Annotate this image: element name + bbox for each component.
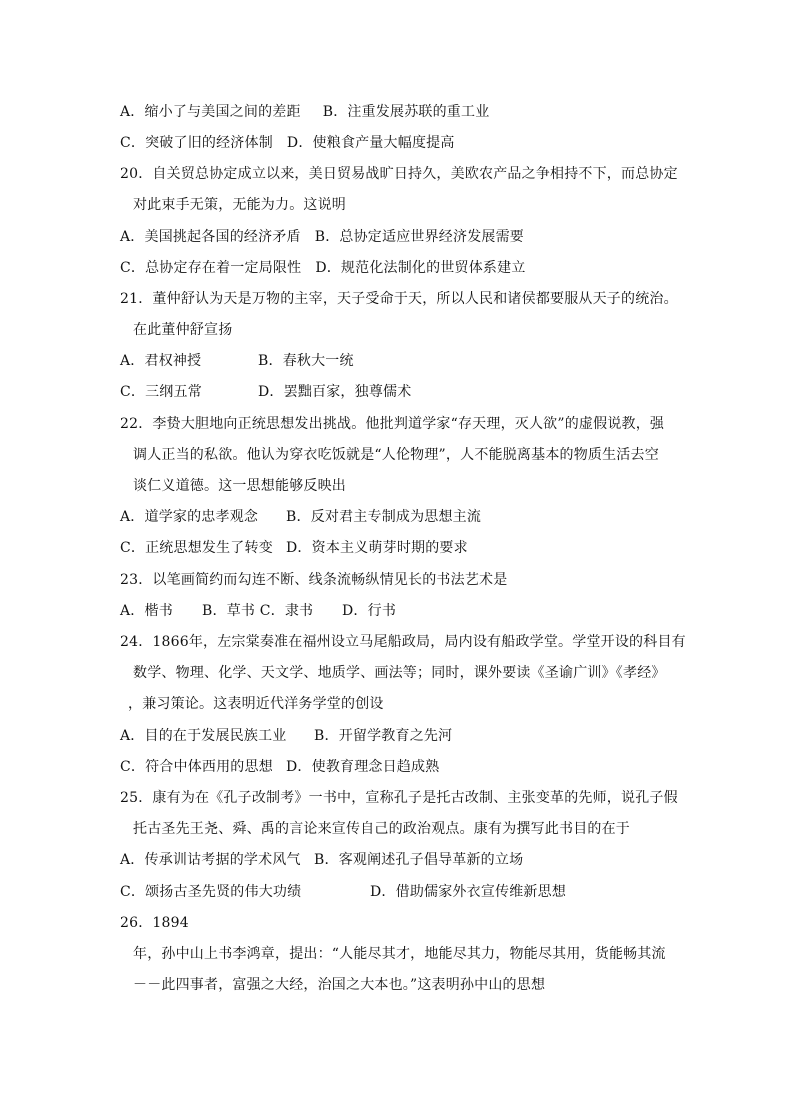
option-line [120, 103, 489, 121]
option-line [120, 134, 455, 152]
question-24: 24．1866年，左宗棠奏准在福州设立马尾船政局，局内设有船政学堂。学堂开设的科目有 [120, 634, 686, 650]
option-line [120, 727, 452, 745]
question-25: 25．康有为在《孔子改制考》一书中，宣称孔子是托古改制、主张变革的先师，说孔子假 [120, 790, 678, 806]
option-b: B．开留学教育之先河 [314, 728, 453, 744]
question-26-cont: －－此四事者，富强之大经，治国之大本也。”这表明孙中山的思想 [133, 977, 546, 993]
option-d: D．资本主义萌芽时期的要求 [286, 540, 468, 556]
option-c: C．颂扬古圣先贤的伟大功绩 [120, 884, 302, 900]
question-24-cont: ，兼习策论。这表明近代洋务学堂的创设 [128, 696, 384, 712]
option-d: D．借助儒家外衣宣传维新思想 [370, 884, 567, 900]
question-24-cont: 数学、物理、化学、天文学、地质学、画法等；同时，课外要读《圣谕广训》《孝经》 [133, 665, 666, 681]
option-c: C．正统思想发生了转变 [120, 540, 273, 556]
option-a: A．传承训诂考据的学术风气 [120, 852, 301, 868]
option-a: A．楷书 [120, 603, 173, 619]
option-line [120, 758, 439, 776]
option-line [120, 352, 354, 370]
question-22-cont: 调人正当的私欲。他认为穿衣吃饭就是“人伦物理”，人不能脱离基本的物质生活去空 [133, 447, 659, 463]
option-a: A．美国挑起各国的经济矛盾 [120, 229, 301, 245]
option-line [120, 851, 523, 869]
option-line [120, 228, 524, 246]
option-line [120, 508, 481, 526]
option-line [120, 383, 411, 401]
option-a: A．目的在于发展民族工业 [120, 728, 287, 744]
option-d: D．使教育理念日趋成熟 [286, 759, 440, 775]
option-line [120, 883, 566, 901]
option-c: C．三纲五常 [120, 384, 202, 400]
option-b: B．春秋大一统 [258, 353, 354, 369]
question-23: 23．以笔画简约而勾连不断、线条流畅纵情见长的书法艺术是 [120, 572, 508, 588]
option-line [120, 259, 526, 277]
question-26: 26．1894 [120, 915, 189, 931]
question-22-cont: 谈仁义道德。这一思想能够反映出 [133, 478, 346, 494]
question-22: 22．李贽大胆地向正统思想发出挑战。他批判道学家“存天理，灭人欲”的虚假说教，强 [120, 416, 665, 432]
option-c: C．总协定存在着一定局限性 [120, 260, 302, 276]
option-b: B．客观阐述孔子倡导革新的立场 [314, 852, 524, 868]
option-a: A．道学家的忠孝观念 [120, 509, 259, 525]
question-26-cont: 年，孙中山上书李鸿章，提出：“人能尽其才，地能尽其力，物能尽其用，货能畅其流 [133, 946, 666, 962]
option-b: B．反对君主专制成为思想主流 [286, 509, 482, 525]
question-21: 21．董仲舒认为天是万物的主宰，天子受命于天，所以人民和诸侯都要服从天子的统治。 [120, 291, 678, 307]
question-21-cont: 在此董仲舒宣扬 [133, 322, 233, 338]
option-a: A．缩小了与美国之间的差距 [120, 104, 301, 120]
option-a: A．君权神授 [120, 353, 202, 369]
option-d: D．行书 [342, 603, 397, 619]
option-d: D．使粮食产量大幅度提高 [286, 135, 455, 151]
option-d: D．规范化法制化的世贸体系建立 [315, 260, 526, 276]
question-20-cont: 对此束手无策，无能为力。这说明 [133, 197, 346, 213]
option-c: C．符合中体西用的思想 [120, 759, 273, 775]
option-line [120, 539, 468, 557]
question-20: 20．自关贸总协定成立以来，美日贸易战旷日持久，美欧农产品之争相持不下，而总协定 [120, 166, 678, 182]
option-b: B．注重发展苏联的重工业 [322, 104, 490, 120]
option-d: D．罢黜百家，独尊儒术 [258, 384, 412, 400]
option-line [120, 602, 396, 620]
question-25-cont: 托古圣先王尧、舜、禹的言论来宣传自己的政治观点。康有为撰写此书目的在于 [133, 821, 630, 837]
option-b-c: B．草书 C．隶书 [202, 603, 314, 619]
option-b: B．总协定适应世界经济发展需要 [314, 229, 525, 245]
option-c: C．突破了旧的经济体制 [120, 135, 273, 151]
